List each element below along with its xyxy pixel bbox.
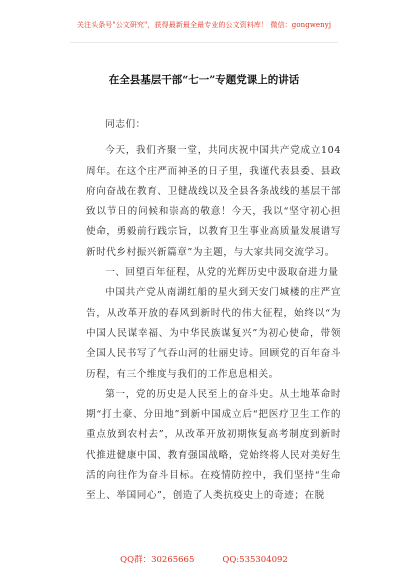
footer-qq: QQ:535304092	[222, 555, 288, 565]
header-divider	[70, 42, 338, 43]
paragraph-intro: 今天，我们齐聚一堂，共同庆祝中国共产党成立104周年。在这个庄严而神圣的日子里，我谨代表县委、县政府向奋战在教育、卫健战线以及全县各条战线的基层干部致以节日的问候和崇高的敬意！今天，我以“坚守初心担使命，勇毅前行践宗旨，以教育卫生事业高质量发展谱写新时代乡村振兴新篇章”为主题，与大家共同交流学习。	[86, 145, 341, 258]
section-heading-1: 一、回望百年征程，从党的光辉历史中汲取奋进力量	[105, 267, 339, 279]
salutation: 同志们：	[105, 119, 146, 130]
document-title: 在全县基层干部“七一”专题党课上的讲话	[108, 74, 300, 86]
paragraph-history: 中国共产党从南湖红船的星火到天安门城楼的庄严宣告，从改革开放的春风到新时代的伟大征程，始终以“为中国人民谋幸福、为中华民族谋复兴”为初心使命，带领全国人民书写了气吞山河的壮丽史诗。回顾党的百年奋斗历程，有三个维度与我们的工作息息相关。	[86, 287, 341, 380]
document-body	[86, 115, 341, 507]
footer-contact	[0, 553, 408, 565]
header-promo-note: 关注头条号"公文研究"，获得最新最全最专业的公文资料库！ 微信：gongwenyj	[76, 21, 332, 29]
paragraph-first-point: 第一，党的历史是人民至上的奋斗史。从土地革命时期“打土豪、分田地”到新中国成立后“把医疗卫生工作的重点放到农村去”，从改革开放初期恢复高考制度到新时代推进健康中国、教育强国战略，党始终将人民对美好生活的向往作为奋斗目标。在疫情防控中，我们坚持“生命至上、举国同心”，创造了人类抗疫史上的奇迹；在脱	[86, 388, 341, 502]
footer-qq-group: QQ群：30265665	[120, 555, 195, 565]
